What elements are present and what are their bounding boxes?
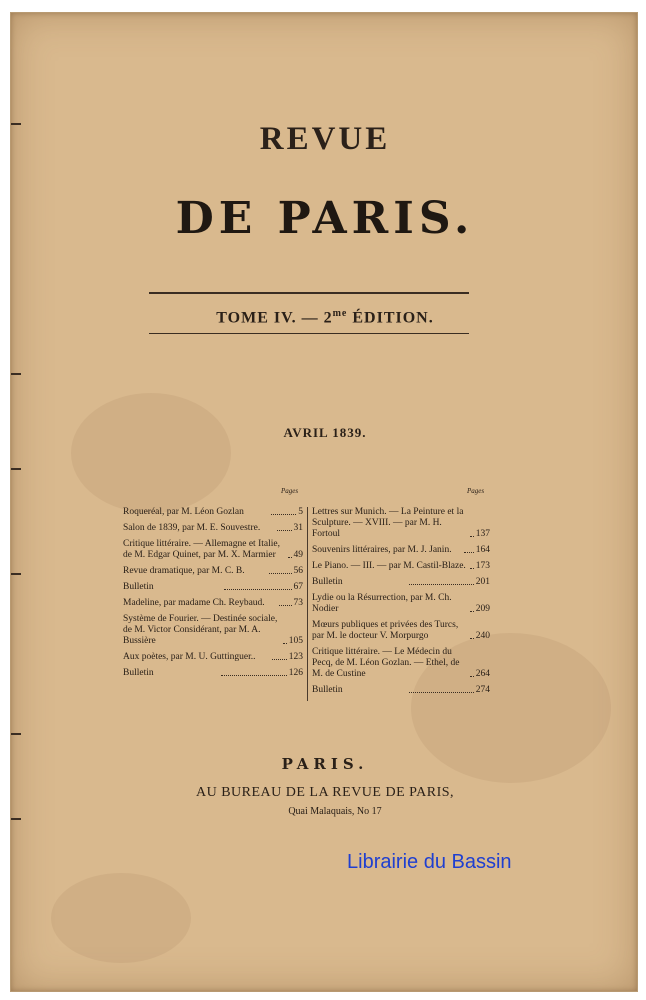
toc-entry-page: 5 xyxy=(298,507,304,517)
paper-stain xyxy=(71,393,231,513)
edge-mark xyxy=(11,468,21,470)
toc-entry-page: 105 xyxy=(288,636,303,646)
toc-entry-page: 274 xyxy=(475,685,490,695)
toc-leader-dots xyxy=(470,676,474,677)
toc-entry-page: 264 xyxy=(475,669,490,679)
toc-entry-title: Bulletin xyxy=(312,685,343,695)
pages-label-right: Pages xyxy=(467,487,485,495)
issue-date: AVRIL 1839. xyxy=(283,425,367,440)
toc-leader-dots xyxy=(409,692,474,693)
toc-entry xyxy=(123,539,303,561)
toc-entry-title: Lettres sur Munich. — La Peinture et la Sculpture. — XVIII. — par M. H. Fortoul xyxy=(312,507,464,539)
toc-leader-dots xyxy=(269,573,291,574)
toc-leader-dots xyxy=(288,557,292,558)
edge-mark xyxy=(11,733,21,735)
toc-entry-page: 56 xyxy=(293,566,304,576)
toc-leader-dots xyxy=(271,514,296,515)
edge-mark xyxy=(11,818,21,820)
toc-entry xyxy=(312,507,490,540)
top-rule xyxy=(149,292,469,294)
toc-entry-page: 49 xyxy=(293,550,303,560)
toc-entry xyxy=(312,561,490,572)
toc-leader-dots xyxy=(470,611,474,612)
toc-leader-dots xyxy=(224,589,292,590)
toc-entry xyxy=(123,652,303,663)
toc-leader-dots xyxy=(283,643,287,644)
publisher-name: AU BUREAU DE LA REVUE DE PARIS, xyxy=(195,785,455,800)
toc-entry-title: Bulletin xyxy=(312,577,343,587)
toc-entry-page: 73 xyxy=(293,598,304,608)
toc-right-column xyxy=(307,507,490,701)
toc-leader-dots xyxy=(409,584,474,585)
toc-entry xyxy=(312,577,490,588)
toc-entry xyxy=(123,507,303,518)
toc-leader-dots xyxy=(470,536,474,537)
toc-entry-title: Roqueréal, par M. Léon Gozlan xyxy=(123,507,244,517)
toc-leader-dots xyxy=(470,568,474,569)
toc-entry xyxy=(312,593,490,615)
toc-entry-title: Salon de 1839, par M. E. Souvestre. xyxy=(123,523,261,533)
toc-leader-dots xyxy=(221,675,287,676)
toc-leader-dots xyxy=(464,552,474,553)
toc-entry-title: Mœurs publiques et privées des Turcs, par M. le docteur V. Morpurgo xyxy=(312,620,459,641)
toc-leader-dots xyxy=(277,530,292,531)
toc-entry xyxy=(312,545,490,556)
toc-entry xyxy=(123,523,303,534)
title-line-2: DE PARIS. xyxy=(175,193,475,244)
toc-entry xyxy=(312,685,490,696)
toc-entry-page: 240 xyxy=(475,631,490,641)
toc-leader-dots xyxy=(279,605,291,606)
toc-entry-page: 209 xyxy=(475,604,490,614)
toc-entry xyxy=(123,598,303,609)
toc-leader-dots xyxy=(272,659,287,660)
toc-leader-dots xyxy=(470,638,474,639)
toc-entry xyxy=(123,566,303,577)
toc-entry-title: Bulletin xyxy=(123,668,154,678)
toc-entry-title: Critique littéraire. — Allemagne et Italie, de M. Edgar Quinet, par M. X. Marmier xyxy=(123,539,280,560)
toc-entry-title: Système de Fourier. — Destinée sociale, de M. Victor Considérant, par M. A. Bussière xyxy=(123,614,278,646)
toc-entry xyxy=(123,614,303,647)
magazine-cover xyxy=(10,12,638,992)
toc-entry-title: Souvenirs littéraires, par M. J. Janin. xyxy=(312,545,452,555)
toc-entry-title: Revue dramatique, par M. C. B. xyxy=(123,566,245,576)
paper-stain xyxy=(51,873,191,963)
bottom-rule xyxy=(149,333,469,334)
toc-entry-title: Madeline, par madame Ch. Reybaud. xyxy=(123,598,265,608)
toc-entry-page: 126 xyxy=(288,668,303,678)
tome-edition: TOME IV. — $2^{me}$ ÉDITION. xyxy=(216,308,434,327)
watermark: Librairie du Bassin xyxy=(347,851,512,873)
toc-entry xyxy=(312,620,490,642)
edge-mark xyxy=(11,573,21,575)
toc-entry xyxy=(312,647,490,680)
toc-entry-page: 173 xyxy=(475,561,490,571)
title-line-1: REVUE xyxy=(259,121,391,157)
toc-entry-page: 137 xyxy=(475,529,490,539)
toc-entry-title: Le Piano. — III. — par M. Castil-Blaze. xyxy=(312,561,466,571)
toc-entry-page: 67 xyxy=(293,582,303,592)
toc-entry xyxy=(123,668,303,679)
toc-entry-page: 201 xyxy=(475,577,490,587)
toc-entry-title: Lydie ou la Résurrection, par M. Ch. Nodier xyxy=(312,593,452,614)
toc-left-column xyxy=(123,507,303,684)
edge-mark xyxy=(11,373,21,375)
toc-entry-title: Critique littéraire. — Le Médecin du Pecq, de M. Léon Gozlan. — Ethel, de M. de Custine xyxy=(312,647,460,679)
toc-entry xyxy=(123,582,303,593)
publisher-city: PARIS. xyxy=(281,755,369,773)
toc-entry-page: 123 xyxy=(288,652,304,662)
toc-entry-title: Aux poètes, par M. U. Guttinguer.. xyxy=(123,652,256,662)
publisher-address: Quai Malaquais, No 17 xyxy=(288,806,382,817)
toc-entry-page: 31 xyxy=(293,523,304,533)
toc-entry-title: Bulletin xyxy=(123,582,154,592)
pages-label-left: Pages xyxy=(281,487,299,495)
toc-entry-page: 164 xyxy=(475,545,491,555)
